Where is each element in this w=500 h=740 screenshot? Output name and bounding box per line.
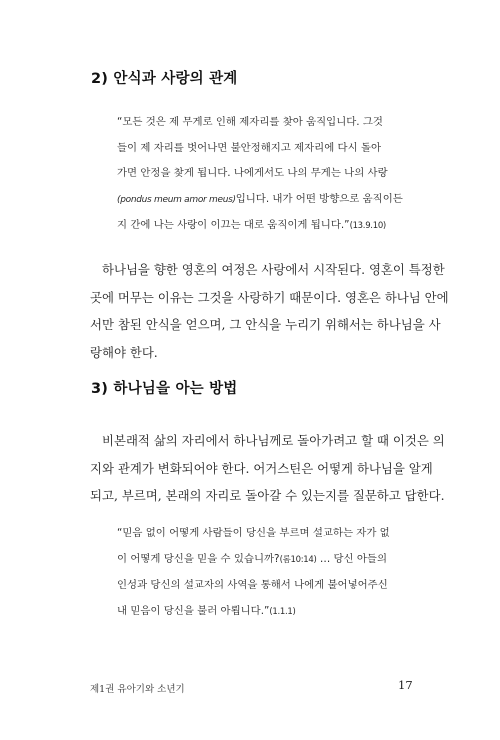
body-paragraph-rest-and-love (90, 256, 449, 366)
scripture-reference: (롬10:14) (279, 554, 317, 565)
quote-line: 가면 안정을 찾게 됩니다. 나에게서도 나의 무게는 나의 사랑 (117, 167, 388, 179)
paragraph-line: 비본래적 삶의 자리에서 하나님께로 돌아가려고 할 때 이것은 의 (102, 433, 445, 448)
quote-line: “모든 것은 제 무게로 인해 제자리를 찾아 움직입니다. 그것 (117, 116, 383, 128)
body-paragraph-knowing-god (90, 427, 445, 510)
quote-line-text: 지 간에 나는 사랑이 이끄는 대로 움직이게 됩니다.” (117, 219, 350, 231)
quote-line-text: 내 믿음이 당신을 불러 아룁니다.” (117, 604, 270, 617)
section-heading-knowing-god: 3) 하나님을 아는 방법 (91, 381, 238, 397)
paragraph-line: 되고, 부르며, 본래의 자리로 돌아갈 수 있는지를 질문하고 답한다. (90, 488, 445, 503)
paragraph-line: 랑해야 한다. (90, 344, 158, 360)
quote-line (117, 187, 413, 214)
block-quote-confessions-1 (117, 521, 413, 625)
quote-citation: (13.9.10) (349, 221, 386, 231)
paragraph-line: 지와 관계가 변화되어야 한다. 어거스틴은 어떻게 하나님을 알게 (90, 460, 433, 476)
quote-line (117, 599, 413, 626)
quote-line-rest: 입니다. 내가 어떤 방향으로 움직이든 (235, 192, 403, 205)
quote-line (117, 213, 413, 240)
quote-line: “믿음 없이 어떻게 사람들이 당신을 부르며 설교하는 자가 없 (117, 527, 390, 539)
latin-phrase: (pondus meum amor meus) (117, 194, 236, 205)
quote-line: 인성과 당신의 설교자의 사역을 통해서 나에게 불어넣어주신 (117, 579, 388, 591)
quote-line: 들이 제 자리를 벗어나면 불안정해지고 제자리에 다시 돌아 (117, 141, 382, 154)
page-number: 17 (398, 678, 413, 692)
paragraph-line: 서만 참된 안식을 얻으며, 그 안식을 누리기 위해서는 하나님을 사 (90, 317, 441, 332)
block-quote-confessions-13 (117, 110, 413, 240)
section-heading-rest-and-love: 2) 안식과 사랑의 관계 (91, 71, 238, 87)
paragraph-line: 하나님을 향한 영혼의 여정은 사랑에서 시작된다. 영혼이 특정한 (102, 262, 445, 277)
quote-line-text: 이 어떻게 당신을 믿을 수 있습니까? (117, 552, 280, 565)
quote-line-text: … 당신 아들의 (316, 552, 388, 565)
paragraph-line: 곳에 머무는 이유는 그것을 사랑하기 때문이다. 영혼은 하나님 안에 (90, 289, 449, 305)
running-title: 제1권 유아기와 소년기 (90, 684, 185, 695)
quote-line (117, 547, 413, 574)
quote-citation: (1.1.1) (269, 606, 296, 617)
